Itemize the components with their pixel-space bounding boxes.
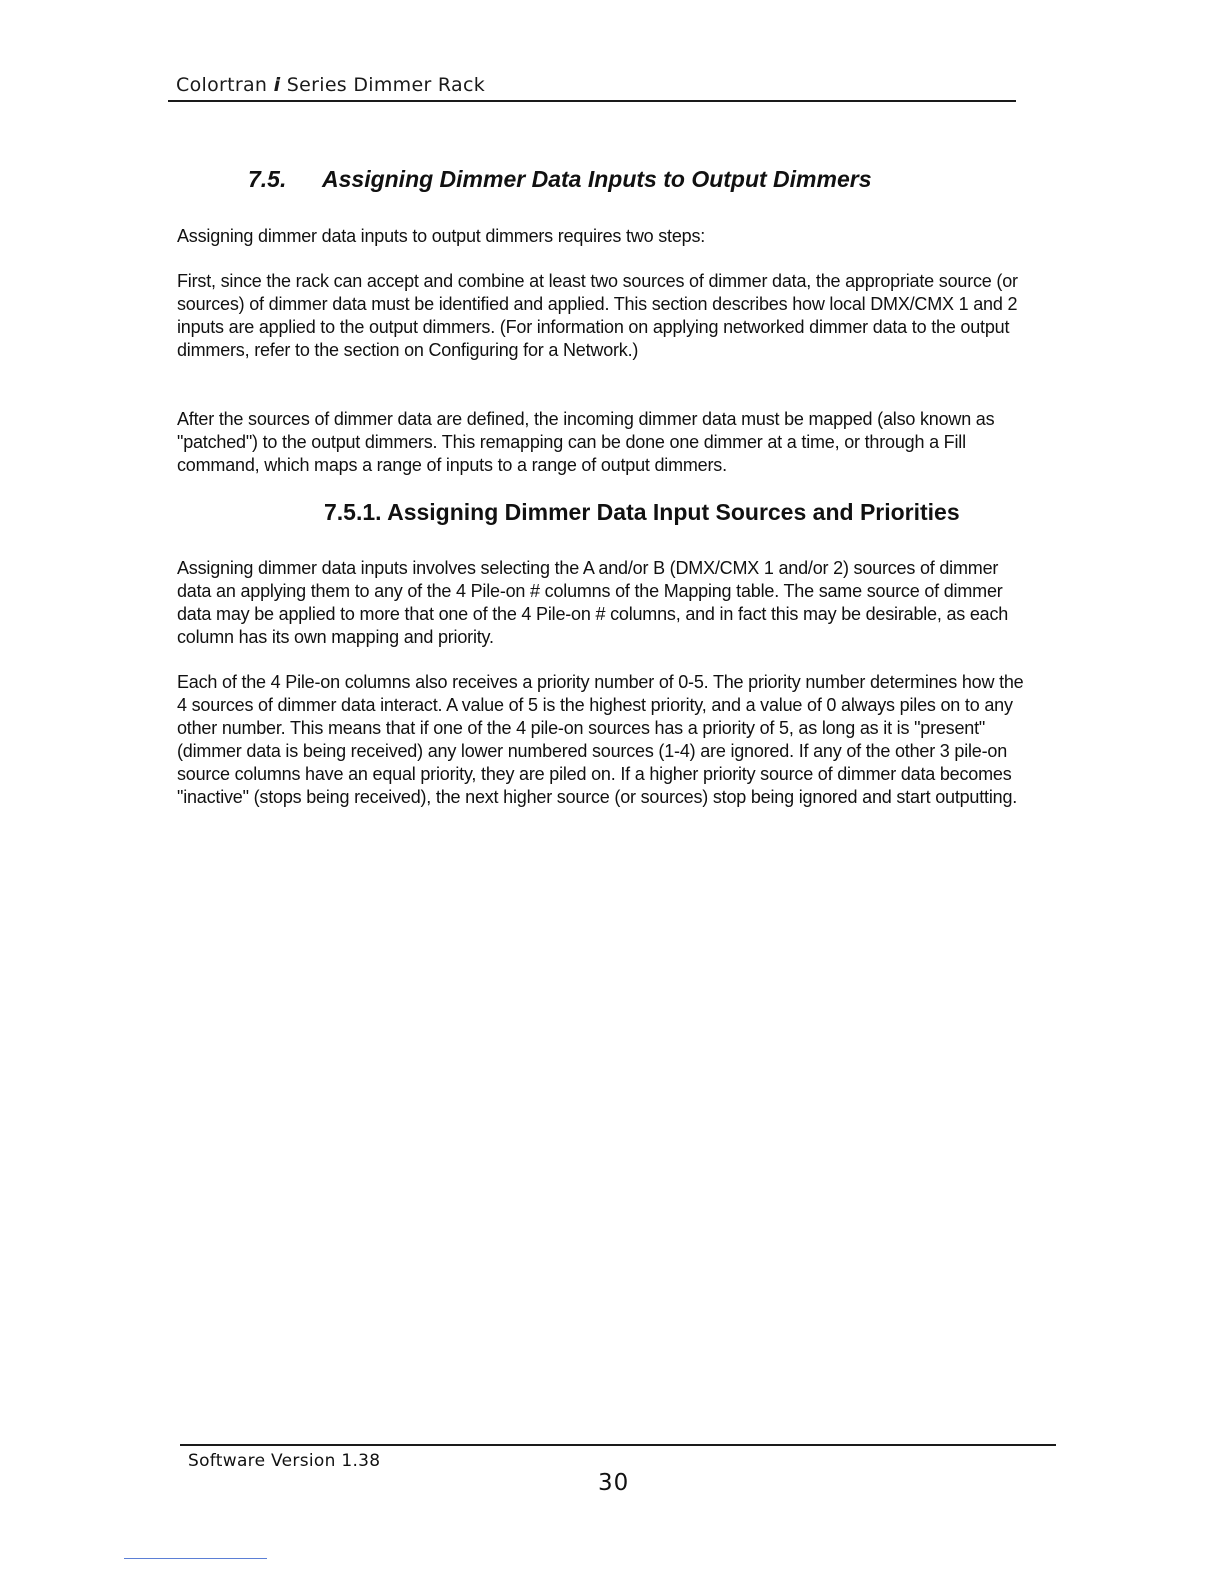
running-header	[176, 74, 485, 96]
paragraph-sources: First, since the rack can accept and combine at least two sources of dimmer data, the appropriate source (or sources) of dimmer data must be identified and applied. This section describes how local DMX/CMX 1 and 2 inputs are applied to the output dimmers. (For information on applying networked dimmer data to the output dimmers, refer to the section on Configuring for a Network.)	[177, 271, 1018, 360]
paragraph-assigning-inputs: Assigning dimmer data inputs involves selecting the A and/or B (DMX/CMX 1 and/or 2) sources of dimmer data an applying them to any of the 4 Pile-on # columns of the Mapping table. The same source of dimmer data may be applied to more that one of the 4 Pile-on # columns, and in fact this may be desirable, as each column has its own mapping and priority.	[177, 558, 1009, 647]
header-brand: Colortran	[176, 74, 268, 96]
subsection-heading: 7.5.1. Assigning Dimmer Data Input Sources and Priorities	[324, 499, 960, 525]
software-version: Software Version 1.38	[188, 1451, 381, 1471]
header-rest: Series Dimmer Rack	[286, 74, 485, 96]
section-heading	[248, 166, 872, 193]
section-number: 7.5.	[248, 166, 287, 192]
section-title: Assigning Dimmer Data Inputs to Output Dimmers	[322, 166, 872, 192]
paragraph-mapping: After the sources of dimmer data are defined, the incoming dimmer data must be mapped (also known as "patched") to the output dimmers. This remapping can be done one dimmer at a time, or through a Fill command, which maps a range of inputs to a range of output dimmers.	[177, 409, 995, 475]
paragraph-intro-steps: Assigning dimmer data inputs to output dimmers requires two steps:	[177, 226, 706, 246]
header-series-mark: i	[273, 74, 281, 96]
bottom-rule	[124, 1558, 267, 1559]
footer-rule	[180, 1444, 1056, 1446]
paragraph-priority: Each of the 4 Pile-on columns also receives a priority number of 0-5. The priority number determines how the 4 sources of dimmer data interact. A value of 5 is the highest priority, and a value of 0 always piles on to any other number. This means that if one of the 4 pile-on sources has a priority of 5, as long as it is "present" (dimmer data is being received) any lower numbered sources (1-4) are ignored. If any of the other 3 pile-on source columns have an equal priority, they are piled on. If a higher priority source of dimmer data becomes "inactive" (stops being received), the next higher source (or sources) stop being ignored and start outputting.	[177, 672, 1024, 807]
header-rule	[168, 100, 1016, 102]
page-number: 30	[598, 1470, 630, 1496]
